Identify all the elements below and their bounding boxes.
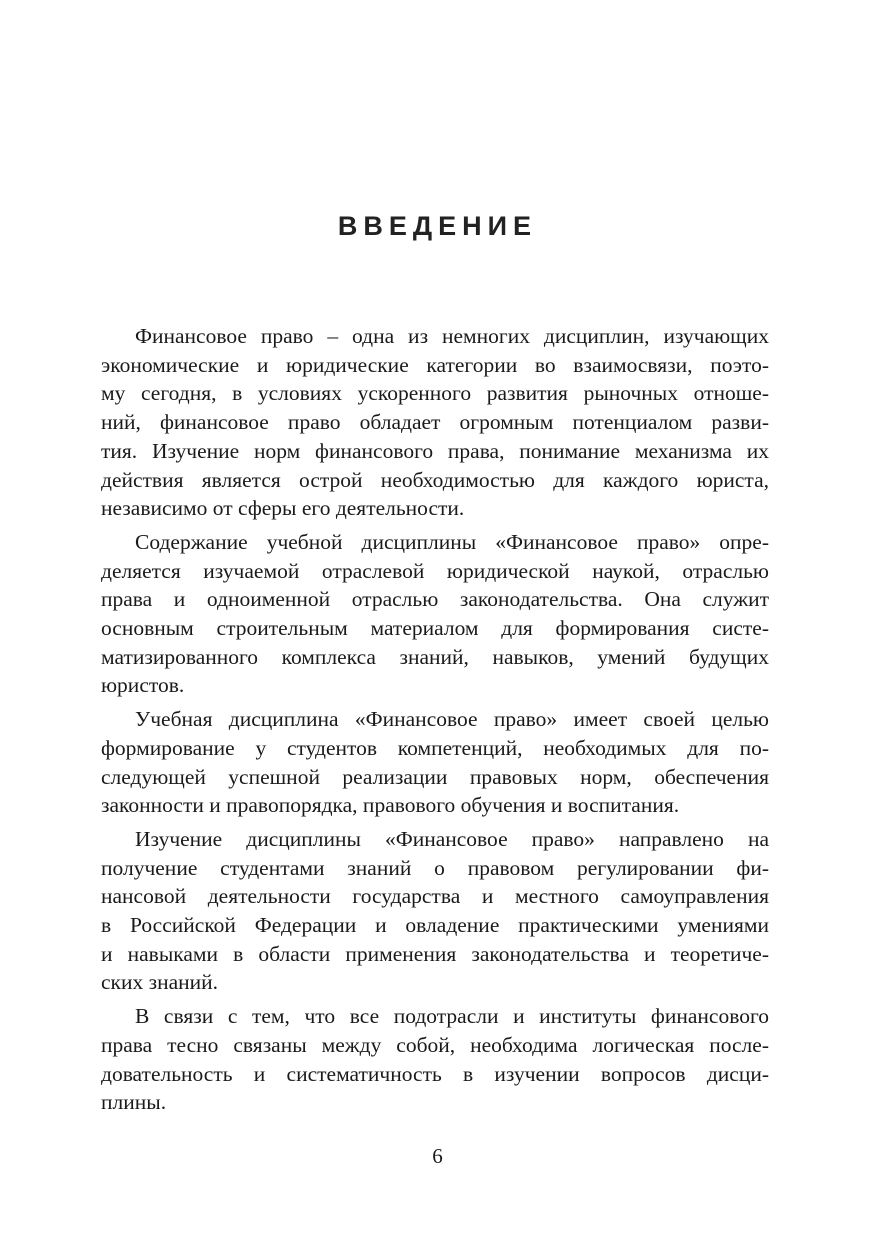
text-line: права тесно связаны между собой, необходима логическая после-: [101, 1032, 769, 1057]
paragraph-3: [101, 705, 769, 820]
text-line: Содержание учебной дисциплины «Финансовое право» опре-: [135, 529, 769, 554]
text-line: основным строительным материалом для формирования систе-: [101, 616, 769, 641]
text-line: юристов.: [101, 673, 185, 698]
text-line: формирование у студентов компетенций, необходимых для по-: [101, 735, 769, 760]
paragraph-5: [101, 1002, 769, 1117]
text-line: в Российской Федерации и овладение практическими умениями: [101, 913, 769, 938]
text-line: плины.: [101, 1090, 167, 1115]
text-line: довательность и систематичность в изучении вопросов дисци-: [101, 1061, 769, 1086]
text-line: матизированного комплекса знаний, навыков, умений будущих: [101, 644, 769, 669]
page-number: 6: [432, 1144, 443, 1168]
text-line: и навыками в области применения законодательства и теоретиче-: [101, 941, 769, 966]
text-line: ских знаний.: [101, 970, 219, 995]
text-line: следующей успешной реализации правовых норм, обеспечения: [101, 764, 769, 789]
text-line: Учебная дисциплина «Финансовое право» имеет своей целью: [135, 707, 769, 732]
text-line: независимо от сферы его деятельности.: [101, 496, 465, 521]
text-line: экономические и юридические категории во взаимосвязи, поэто-: [101, 352, 769, 377]
text-line: тия. Изучение норм финансового права, понимание механизма их: [101, 438, 769, 463]
paragraph-4: [101, 825, 769, 997]
text-line: нансовой деятельности государства и местного самоуправления: [101, 884, 769, 909]
text-line: права и одноименной отраслью законодательства. Она служит: [101, 587, 769, 612]
text-line: Изучение дисциплины «Финансовое право» направлено на: [135, 826, 769, 851]
text-line: ний, финансовое право обладает огромным потенциалом разви-: [101, 410, 769, 435]
text-line: Финансовое право – одна из немногих дисциплин, изучающих: [135, 324, 769, 348]
body-text: [101, 322, 769, 1122]
text-line: получение студентами знаний о правовом регулировании фи-: [101, 855, 769, 880]
paragraph-1: [101, 322, 769, 523]
page-title: ВВЕДЕНИЕ: [337, 211, 538, 241]
text-line: му сегодня, в условиях ускоренного развития рыночных отноше-: [101, 381, 769, 406]
text-line: законности и правопорядка, правового обучения и воспитания.: [101, 793, 680, 818]
text-line: действия является острой необходимостью для каждого юриста,: [101, 467, 769, 492]
text-line: В связи с тем, что все подотрасли и институты финансового: [135, 1004, 769, 1029]
paragraph-2: [101, 528, 769, 700]
text-line: деляется изучаемой отраслевой юридической наукой, отраслью: [101, 558, 769, 583]
